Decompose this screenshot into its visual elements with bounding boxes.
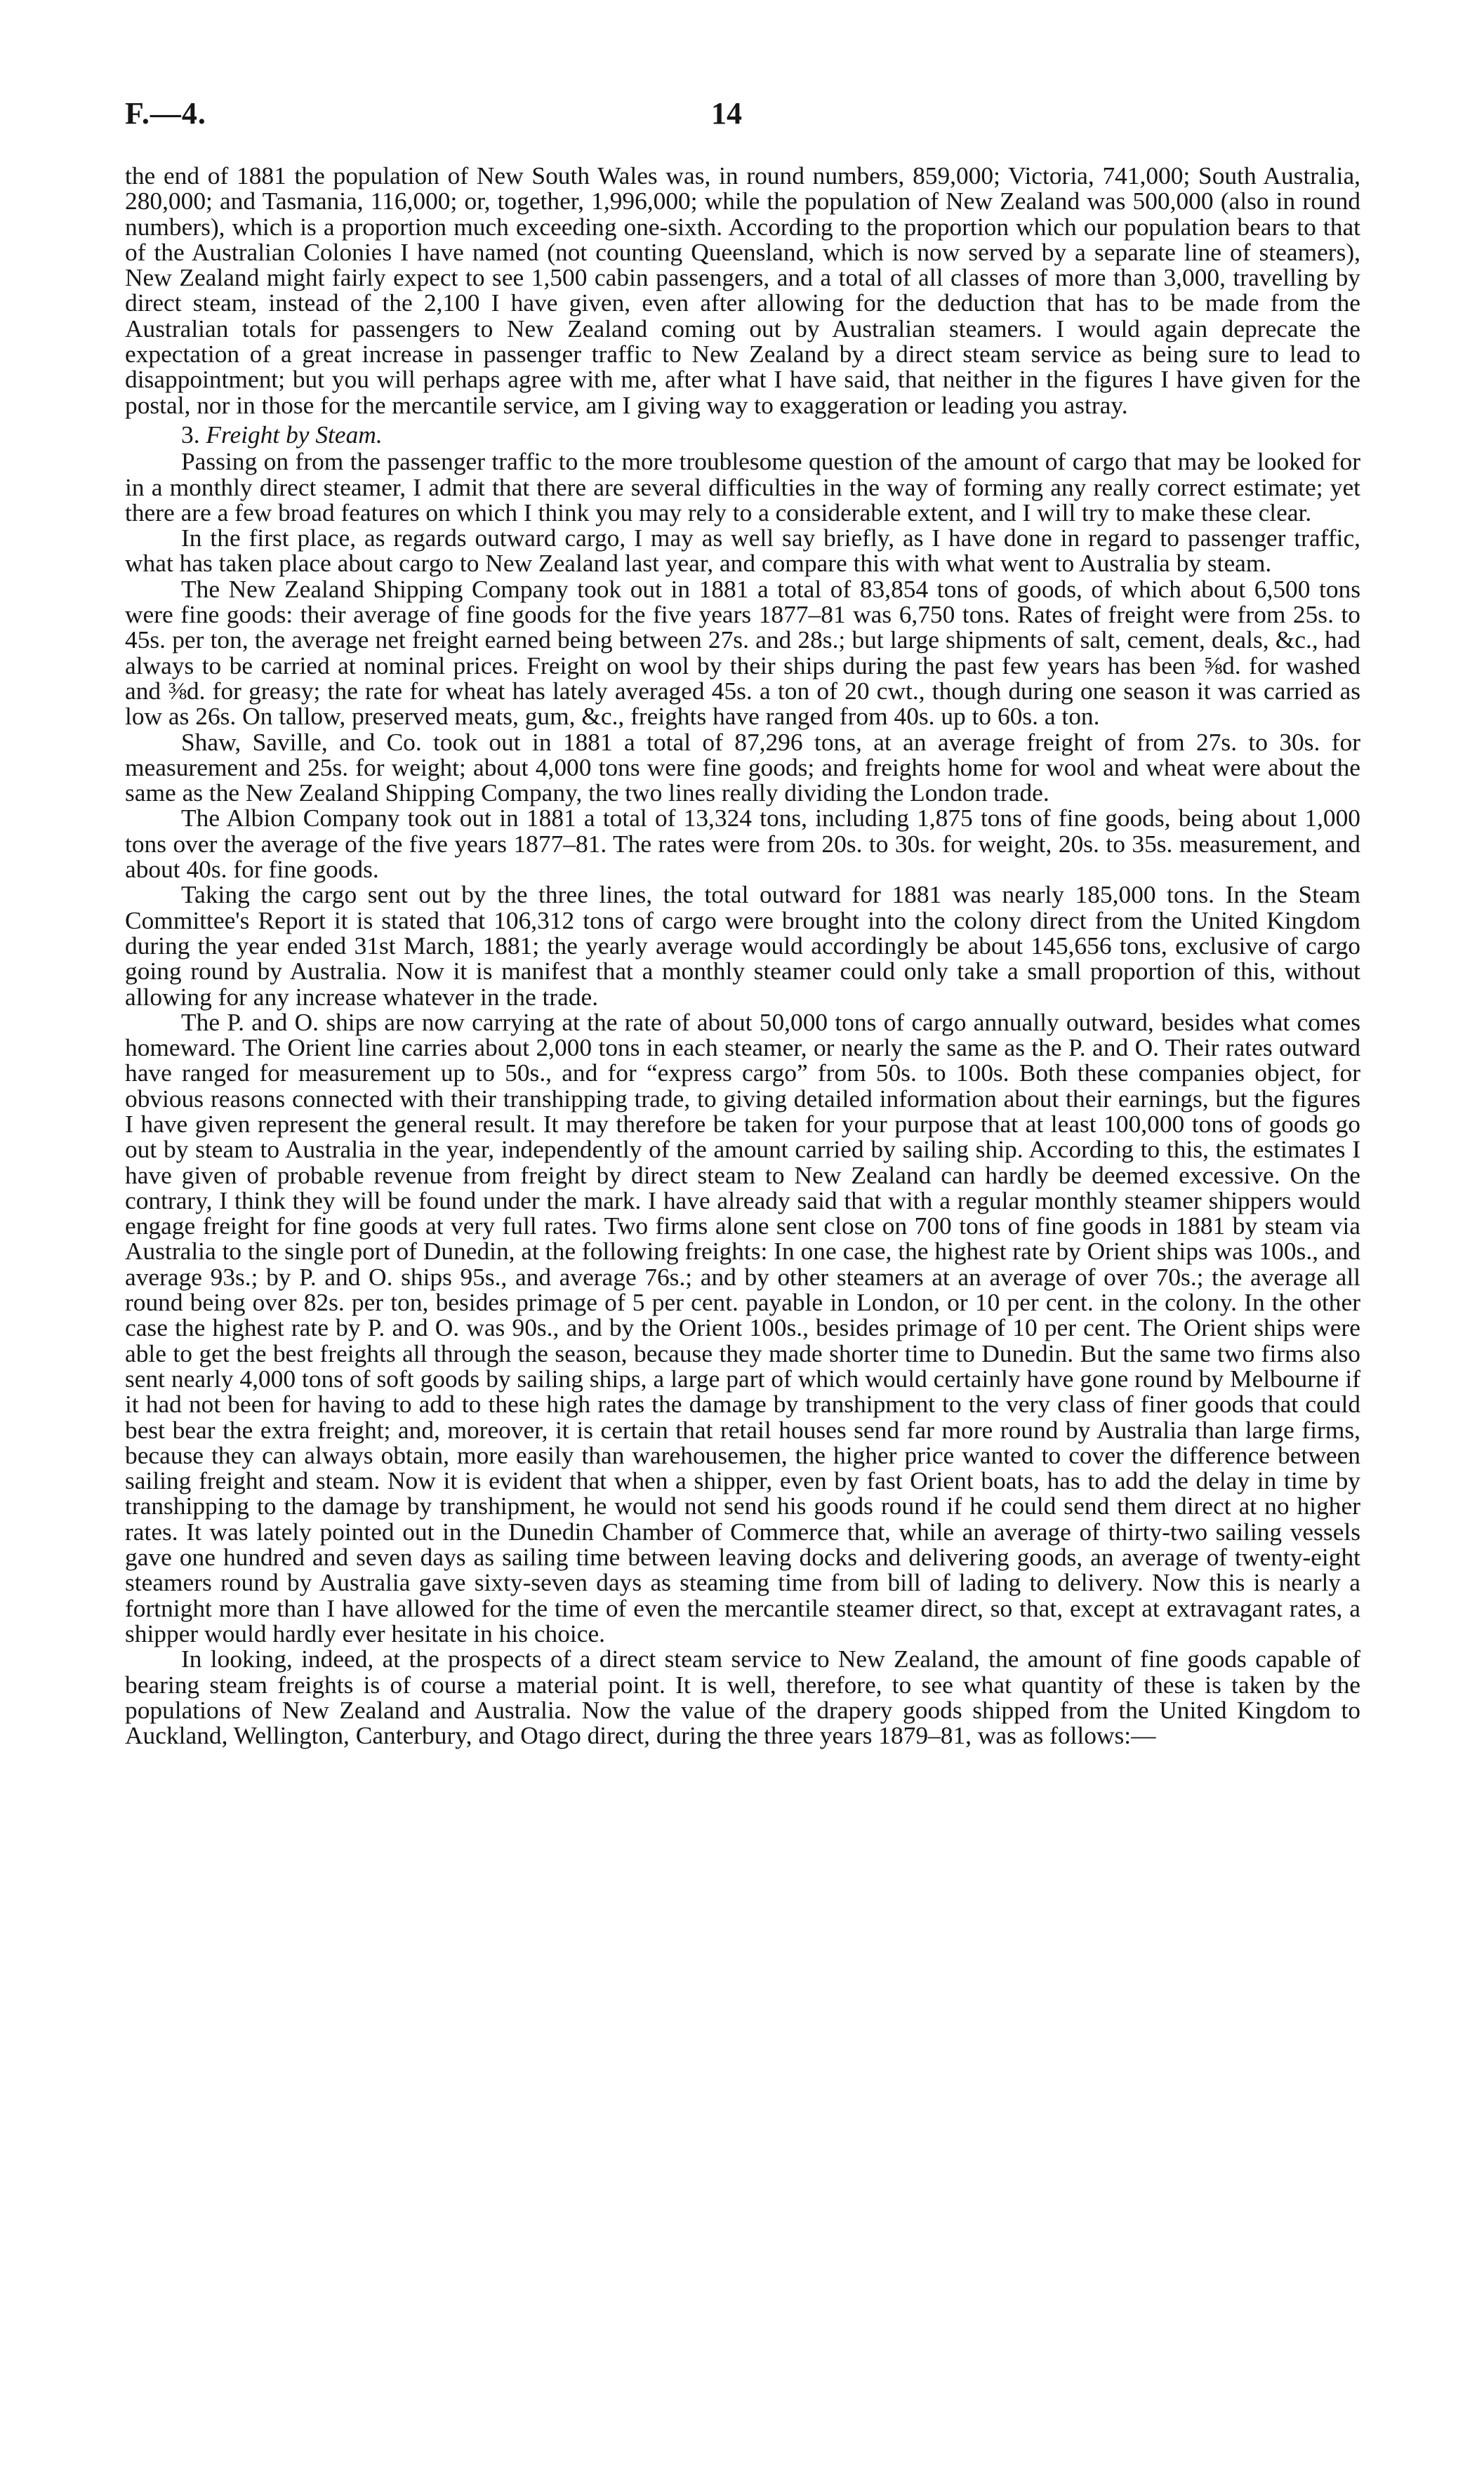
paragraph: In looking, indeed, at the prospects of a direct steam service to New Zealand, the amount of fine goods capable of bearing steam freights is of course a material point. It is well, therefore, to see what quantity of these is taken by the populations of New Zealand and Australia. Now the value of the drapery goods shipped from the United Kingdom to Auckland, Wellington, Canterbury, and Otago direct, during the three years 1879–81, was as follows:—: [125, 1645, 1360, 1750]
section-heading: [125, 422, 1360, 447]
page-number: 14: [711, 96, 742, 131]
body-text: [125, 163, 1360, 1748]
section-title: Freight by Steam.: [206, 420, 383, 449]
document-reference: F.—4.: [125, 96, 206, 131]
paragraph: The P. and O. ships are now carrying at the rate of about 50,000 tons of cargo annually outward, besides what comes homeward. The Orient line carries about 2,000 tons in each steamer, or nearly the same as the P. and O. Their rates outward have ranged for measurement up to 50s., and for “express cargo” from 50s. to 100s. Both these companies object, for obvious reasons connected with their transhipping trade, to giving detailed information about their earnings, but the figures I have given represent the general result. It may therefore be taken for your purpose that at least 100,000 tons of goods go out by steam to Australia in the year, independently of the amount carried by sailing ship. According to this, the estimates I have given of probable revenue from freight by direct steam to New Zealand can hardly be deemed excessive. On the contrary, I think they will be found under the mark. I have already said that with a regular monthly steamer shippers would engage freight for fine goods at very full rates. Two firms alone sent close on 700 tons of fine goods in 1881 by steam via Australia to the single port of Dunedin, at the following freights: In one case, the highest rate by Orient ships was 100s., and average 93s.; by P. and O. ships 95s., and average 76s.; and by other steamers at an average of over 70s.; the average all round being over 82s. per ton, besides primage of 5 per cent. payable in London, or 10 per cent. in the colony. In the other case the highest rate by P. and O. was 90s., and by the Orient 100s., besides primage of 10 per cent. The Orient ships were able to get the best freights all through the season, because they made shorter time to Dunedin. But the same two firms also sent nearly 4,000 tons of soft goods by sailing ships, a large part of which would certainly have gone round by Melbourne if it had not been for having to add to these high rates the damage by transhipment to the very class of finer goods that could best bear the extra freight; and, moreover, it is certain that retail houses send far more round by Australia than large firms, because they can always obtain, more easily than warehousemen, the higher price wanted to cover the difference between sailing freight and steam. Now it is evident that when a shipper, even by fast Orient boats, has to add the delay in time by transhipping to the damage by transhipment, he would not send his goods round if he could send them direct at no higher rates. It was lately pointed out in the Dunedin Chamber of Commerce that, while an average of thirty-two sailing vessels gave one hundred and seven days as sailing time between leaving docks and delivering goods, an average of twenty-eight steamers round by Australia gave sixty-seven days as steaming time from bill of lading to delivery. Now this is nearly a fortnight more than I have allowed for the time of even the mercantile steamer direct, so that, except at extravagant rates, a shipper would hardly ever hesitate in his choice.: [125, 1007, 1360, 1647]
paragraph: The Albion Company took out in 1881 a total of 13,324 tons, including 1,875 tons of fine goods, being about 1,000 tons over the average of the five years 1877–81. The rates were from 20s. to 30s. for weight, 20s. to 35s. measurement, and about 40s. for fine goods.: [125, 804, 1360, 884]
paragraph: Passing on from the passenger traffic to the more troublesome question of the amount of cargo that may be looked for in a monthly direct steamer, I admit that there are several difficulties in the way of forming any really correct estimate; yet there are a few broad features on which I think you may rely to a considerable extent, and I will try to make these clear.: [125, 447, 1360, 526]
paragraph: the end of 1881 the population of New South Wales was, in round numbers, 859,000; Victoria, 741,000; South Australia, 280,000; and Tasmania, 116,000; or, together, 1,996,000; while the population of New Zealand was 500,000 (also in round numbers), which is a proportion much exceeding one-sixth. According to the proportion which our population bears to that of the Australian Colonies I have named (not counting Queensland, which is now served by a separate line of steamers), New Zealand might fairly expect to see 1,500 cabin passengers, and a total of all classes of more than 3,000, travelling by direct steam, instead of the 2,100 I have given, even after allowing for the deduction that has to be made from the Australian totals for passengers to New Zealand coming out by Australian steamers. I would again deprecate the expectation of a great increase in passenger traffic to New Zealand by a direct steam service as being sure to lead to disappointment; but you will perhaps agree with me, after what I have said, that neither in the figures I have given for the postal, nor in those for the mercantile service, am I giving way to exaggeration or leading you astray.: [125, 161, 1360, 419]
paragraph: Shaw, Saville, and Co. took out in 1881 a total of 87,296 tons, at an average freight of from 27s. to 30s. for measurement and 25s. for weight; about 4,000 tons were fine goods; and freights home for wool and wheat were about the same as the New Zealand Shipping Company, the two lines really dividing the London trade.: [125, 727, 1360, 807]
paragraph: In the first place, as regards outward cargo, I may as well say briefly, as I have done in regard to passenger traffic, what has taken place about cargo to New Zealand last year, and compare this with what went to Australia by steam.: [125, 524, 1360, 578]
page-header: [125, 95, 1360, 138]
section-number: 3.: [181, 420, 200, 449]
paragraph: Taking the cargo sent out by the three lines, the total outward for 1881 was nearly 185,000 tons. In the Steam Committee's Report it is stated that 106,312 tons of cargo were brought into the colony direct from the United Kingdom during the year ended 31st March, 1881; the yearly average would accordingly be about 145,656 tons, exclusive of cargo going round by Australia. Now it is manifest that a monthly steamer could only take a small proportion of this, without allowing for any increase whatever in the trade.: [125, 880, 1360, 1011]
paragraph: The New Zealand Shipping Company took out in 1881 a total of 83,854 tons of goods, of which about 6,500 tons were fine goods: their average of fine goods for the five years 1877–81 was 6,750 tons. Rates of freight were from 25s. to 45s. per ton, the average net freight earned being between 27s. and 28s.; but large shipments of salt, cement, deals, &c., had always to be carried at nominal prices. Freight on wool by their ships during the past few years has been ⅝d. for washed and ⅜d. for greasy; the rate for wheat has lately averaged 45s. a ton of 20 cwt., though during one season it was carried as low as 26s. On tallow, preserved meats, gum, &c., freights have ranged from 40s. up to 60s. a ton.: [125, 574, 1360, 731]
